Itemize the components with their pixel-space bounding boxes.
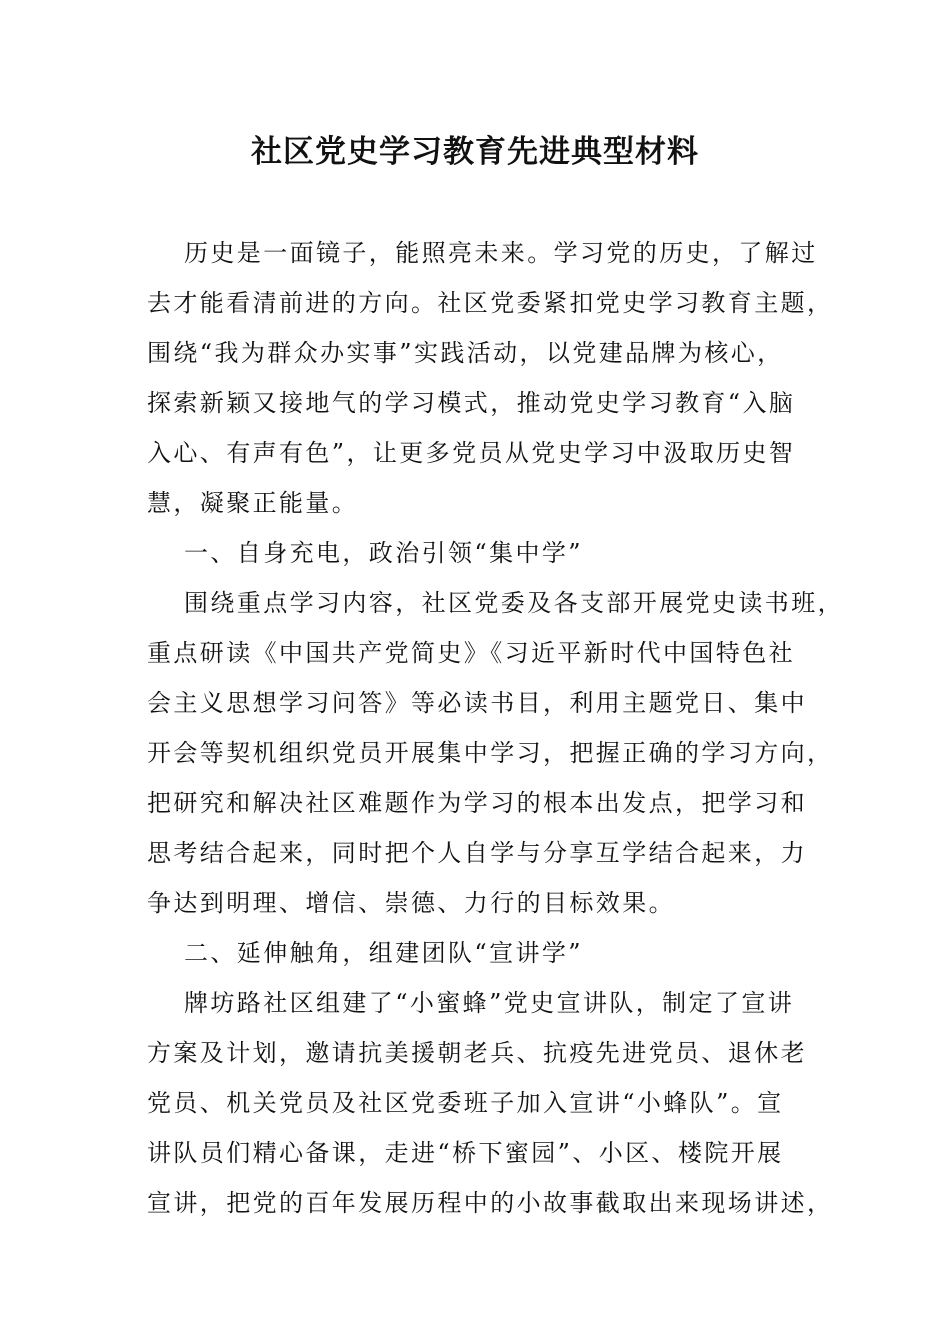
section-heading	[147, 928, 807, 978]
text-line: 二、延伸触角，组建团队“宣讲学”	[184, 939, 583, 967]
text-line: 探索新颖又接地气的学习模式，推动党史学习教育“入脑	[147, 389, 796, 417]
text-line: 历史是一面镜子，能照亮未来。学习党的历史，了解过	[184, 239, 818, 267]
text-line: 围绕重点学习内容，社区党委及各支部开展党史读书班，	[184, 589, 844, 617]
document-body	[147, 228, 844, 1228]
text-line: 牌坊路社区组建了“小蜜蜂”党史宣讲队，制定了宣讲	[184, 989, 795, 1017]
text-line: 讲队员们精心备课，走进“桥下蜜园”、小区、楼院开展	[147, 1139, 784, 1167]
text-line: 去才能看清前进的方向。社区党委紧扣党史学习教育主题，	[147, 289, 834, 317]
body-paragraph	[147, 578, 844, 928]
text-line: 一、自身充电，政治引领“集中学”	[184, 539, 583, 567]
text-line: 慧，凝聚正能量。	[147, 489, 359, 517]
text-line: 争达到明理、增信、崇德、力行的目标效果。	[147, 889, 675, 917]
text-line: 围绕“我为群众办实事”实践活动，以党建品牌为核心，	[147, 339, 784, 367]
text-line: 方案及计划，邀请抗美援朝老兵、抗疫先进党员、退休老	[147, 1039, 807, 1067]
text-line: 思考结合起来，同时把个人自学与分享互学结合起来，力	[147, 839, 807, 867]
text-line: 把研究和解决社区难题作为学习的根本出发点，把学习和	[147, 789, 807, 817]
text-line: 入心、有声有色”，让更多党员从党史学习中汲取历史智	[147, 439, 796, 467]
text-line: 会主义思想学习问答》等必读书目，利用主题党日、集中	[147, 689, 807, 717]
text-line: 开会等契机组织党员开展集中学习，把握正确的学习方向，	[147, 739, 834, 767]
section-heading	[147, 528, 807, 578]
text-line: 宣讲，把党的百年发展历程中的小故事截取出来现场讲述，	[147, 1189, 834, 1217]
body-paragraph	[147, 228, 834, 528]
document-title: 社区党史学习教育先进典型材料	[251, 134, 699, 170]
body-paragraph	[147, 978, 834, 1228]
text-line: 党员、机关党员及社区党委班子加入宣讲“小蜂队”。宣	[147, 1089, 784, 1117]
text-line: 重点研读《中国共产党简史》《习近平新时代中国特色社	[147, 639, 795, 667]
